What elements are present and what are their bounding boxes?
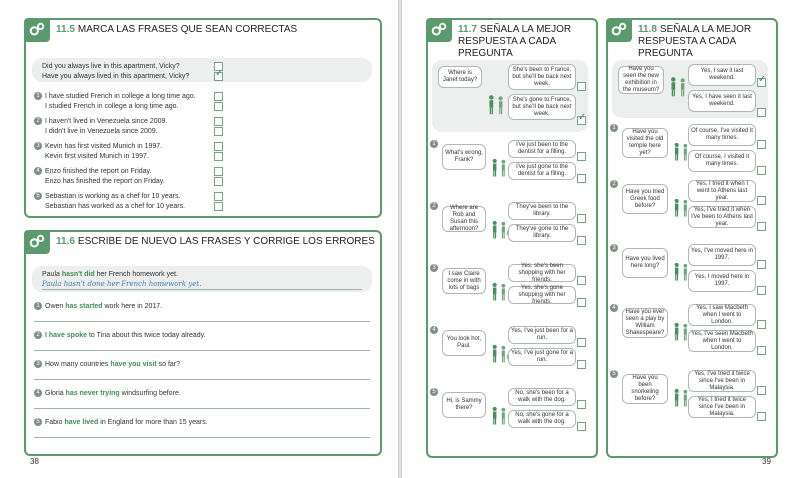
answer-bubble-b: No, she's gone for a walk with the dog.: [508, 410, 576, 428]
sentence-option-a: [34, 92, 196, 101]
book-gutter: [398, 0, 402, 478]
answer-checkbox-a[interactable]: [757, 140, 766, 149]
answer-line: [42, 289, 362, 290]
item-number: 4: [34, 167, 42, 175]
answer-bubble-a: She's been to France, but she'll be back next week.: [508, 64, 576, 90]
gear-icon: [426, 18, 452, 42]
gear-icon: [24, 230, 50, 254]
question-bubble: You look hot, Paul.: [442, 330, 486, 356]
sentence-option-a: [34, 167, 151, 176]
answer-checkbox-b[interactable]: [757, 166, 766, 175]
answer-checkbox-a[interactable]: [757, 260, 766, 269]
answer-checkbox-b[interactable]: [577, 360, 586, 369]
sentence-option-b: Sebastian has worked as a chef for 10 years.: [45, 203, 186, 210]
answer-line[interactable]: [34, 408, 370, 409]
sentence-error: has started: [65, 303, 103, 310]
example-option-a: Did you always live in this apartment, Vicky?: [42, 63, 180, 70]
item-number: 1: [430, 140, 438, 148]
checkmark-icon: ✓: [758, 74, 767, 85]
answer-checkbox-a[interactable]: [214, 167, 223, 176]
item-number: 2: [610, 180, 618, 188]
error-sentence: [34, 360, 180, 369]
sentence-end: to Tina about this twice today already.: [87, 332, 206, 339]
exercise-title: 11.7 SEÑALA LA MEJOR RESPUESTA A CADA PREGUNTA: [458, 24, 572, 59]
answer-checkbox-a[interactable]: [757, 320, 766, 329]
answer-bubble-a: Yes, I've moved here in 1997.: [688, 244, 756, 266]
answer-checkbox-a[interactable]: [577, 276, 586, 285]
sentence-end: windsurfing before.: [119, 390, 181, 397]
answer-bubble-b: Yes, I've tried it when I've been to Athens last year.: [688, 206, 756, 228]
sentence-error: I have spoke: [45, 332, 88, 339]
example-option-b: Have you always lived in this apartment, Vicky?: [42, 73, 190, 80]
sentence-start: Gloria: [45, 390, 66, 397]
answer-checkbox-b[interactable]: [214, 102, 223, 111]
answer-checkbox-b[interactable]: [757, 286, 766, 295]
answer-checkbox-b[interactable]: [214, 177, 223, 186]
answer-checkbox-a[interactable]: [577, 338, 586, 347]
answer-bubble-a: Yes, she's been shopping with her friends.: [508, 264, 576, 282]
answer-checkbox-b[interactable]: [214, 127, 223, 136]
question-bubble: Have you ever seen a play by William Shakespeare?: [622, 308, 668, 338]
answer-bubble-b: Yes, she's gone shopping with her friends.: [508, 286, 576, 304]
question-bubble: Have you seen the new exhibition in the museum?: [618, 66, 664, 94]
answer-line[interactable]: [34, 321, 370, 322]
answer-bubble-b: They've gone to the library.: [508, 224, 576, 242]
answer-checkbox-a[interactable]: [757, 196, 766, 205]
answer-checkbox-b[interactable]: [757, 412, 766, 421]
answer-line[interactable]: [34, 437, 370, 438]
people-illustration: [482, 92, 510, 116]
item-number: 4: [610, 304, 618, 312]
exercise-title: 11.6 ESCRIBE DE NUEVO LAS FRASES Y CORRIGE LOS ERRORES: [56, 236, 375, 247]
answer-checkbox-a[interactable]: [214, 92, 223, 101]
sentence-option-a: [34, 192, 180, 201]
answer-checkbox-b[interactable]: [214, 152, 223, 161]
question-bubble: Hi, is Sammy there?: [442, 392, 486, 418]
sentence-end: work here in 2017.: [102, 303, 163, 310]
item-number: 3: [34, 360, 42, 368]
exercise-11-8-panel: [606, 18, 778, 458]
answer-checkbox-b[interactable]: [577, 298, 586, 307]
question-bubble: Have you tried Greek food before?: [622, 184, 668, 214]
answer-bubble-a: Yes, I saw it last weekend.: [688, 64, 756, 86]
sentence-error: have lived: [64, 419, 99, 426]
answer-checkbox-a[interactable]: [214, 192, 223, 201]
question-bubble: Have you been snorkeling before?: [622, 374, 668, 404]
item-number: 3: [610, 244, 618, 252]
error-sentence: [34, 331, 206, 340]
sentence-option-b: I studied French in college a long time ago.: [45, 103, 179, 110]
item-number: 4: [430, 326, 438, 334]
answer-bubble-b: She's gone to France, but she'll be back next week.: [508, 94, 576, 120]
item-number: 1: [34, 302, 42, 310]
answer-checkbox-a[interactable]: [214, 142, 223, 151]
sentence-start: How many countries: [45, 361, 111, 368]
sentence-option-a: [34, 117, 167, 126]
answer-checkbox-b[interactable]: [214, 202, 223, 211]
answer-bubble-b: Yes, I've just gone for a run.: [508, 348, 576, 366]
sentence-end: in England for more than 15 years.: [98, 419, 208, 426]
item-number: 5: [34, 418, 42, 426]
page-number-right: 39: [762, 457, 771, 466]
answer-checkbox-a[interactable]: [577, 214, 586, 223]
answer-bubble-a: Yes, I've just been for a run.: [508, 326, 576, 344]
answer-bubble-a: Yes, I saw Macbeth when I went to London.: [688, 304, 756, 326]
gear-icon: [606, 18, 632, 42]
checkmark-icon: ✓: [215, 68, 224, 79]
sentence-start: Owen: [45, 303, 66, 310]
item-number: 3: [430, 264, 438, 272]
item-number: 2: [34, 117, 42, 125]
question-bubble: What's wrong, Frank?: [442, 144, 486, 170]
sentence-option-b: Enzo has finished the report on Friday.: [45, 178, 165, 185]
item-number: 5: [610, 370, 618, 378]
answer-bubble-b: Yes, I moved here in 1997.: [688, 270, 756, 292]
exercise-title: 11.5 MARCA LAS FRASES QUE SEAN CORRECTAS: [56, 24, 298, 35]
answer-checkbox-b[interactable]: [577, 236, 586, 245]
answer-checkbox-a[interactable]: [757, 386, 766, 395]
error-sentence: [34, 418, 208, 427]
error-sentence: [34, 389, 181, 398]
answer-bubble-b: Yes, I tried it twice since I've been in Malaysia.: [688, 396, 756, 418]
answer-line[interactable]: [34, 379, 370, 380]
answer-checkbox-a[interactable]: [577, 152, 586, 161]
answer-checkbox-a[interactable]: [577, 400, 586, 409]
sentence-text: I haven't lived in Venezuela since 2009.: [45, 118, 168, 125]
answer-bubble-b: I've just gone to the dentist for a filling.: [508, 162, 576, 180]
item-number: 2: [34, 331, 42, 339]
question-bubble: Have you visited the old temple here yet?: [622, 128, 668, 158]
exercise-11-6-panel: [24, 230, 382, 456]
answer-checkbox-b[interactable]: [757, 222, 766, 231]
answer-bubble-a: Of course, I've visited it many times.: [688, 124, 756, 146]
exercise-11-7-panel: [426, 18, 598, 458]
answer-checkbox-b[interactable]: [757, 346, 766, 355]
answer-line[interactable]: [34, 350, 370, 351]
answer-bubble-b: Of course, I visited it many times.: [688, 150, 756, 172]
sentence-option-b: I didn't live in Venezuela since 2009.: [45, 128, 158, 135]
item-number: 3: [34, 142, 42, 150]
sentence-error: have you visit: [110, 361, 157, 368]
item-number: 5: [34, 192, 42, 200]
answer-bubble-b: Yes, I have seen it last weekend.: [688, 90, 756, 112]
answer-bubble-b: Yes, I've seen Macbeth when I went to London.: [688, 330, 756, 352]
question-bubble: Where are Rob and Susan this afternoon?: [442, 206, 486, 232]
sentence-start: Fabio: [45, 419, 65, 426]
answer-checkbox-b[interactable]: [577, 422, 586, 431]
sentence-end: so far?: [156, 361, 181, 368]
gear-icon: [24, 18, 50, 42]
sentence-option-a: [34, 142, 162, 151]
answer-bubble-a: They've been to the library.: [508, 202, 576, 220]
example-answer: Paula hasn't done her French homework yet.: [42, 280, 202, 288]
error-sentence: [34, 302, 162, 311]
page-number-left: 38: [30, 457, 39, 466]
answer-bubble-a: I've just been to the dentist for a filling.: [508, 140, 576, 158]
question-bubble: Where is Janet today?: [438, 66, 482, 88]
sentence-option-b: Kevin first visited Munich in 1997.: [45, 153, 149, 160]
answer-checkbox-b[interactable]: [577, 174, 586, 183]
sentence-text: Kevin has first visited Munich in 1997.: [45, 143, 163, 150]
exercise-title: 11.8 SEÑALA LA MEJOR RESPUESTA A CADA PREGUNTA: [638, 24, 752, 59]
item-number: 2: [430, 202, 438, 210]
exercise-11-5-panel: [24, 18, 382, 218]
sentence-text: Enzo finished the report on Friday.: [45, 168, 152, 175]
answer-bubble-a: Yes, I tried it when I went to Athens last year.: [688, 180, 756, 202]
answer-bubble-a: Yes, I've tried it twice since I've been in Malaysia.: [688, 370, 756, 392]
sentence-text: I have studied French in college a long time ago.: [45, 93, 196, 100]
question-bubble: Have you lived here long?: [622, 248, 668, 278]
sentence-text: Sebastian is working as a chef for 10 years.: [45, 193, 181, 200]
sentence-error: has never trying: [65, 390, 120, 397]
item-number: 5: [430, 388, 438, 396]
answer-checkbox-a[interactable]: [214, 117, 223, 126]
question-bubble: I saw Claire come in with lots of bags: [442, 268, 486, 294]
example-checkbox-b[interactable]: [757, 108, 766, 117]
example-checkbox-a[interactable]: [577, 82, 586, 91]
item-number: 4: [34, 389, 42, 397]
answer-bubble-a: No, she's been for a walk with the dog.: [508, 388, 576, 406]
item-number: 1: [610, 124, 618, 132]
checkmark-icon: ✓: [578, 112, 587, 123]
example-sentence: Paula hasn't did her French homework yet.: [42, 271, 178, 278]
item-number: 1: [34, 92, 42, 100]
